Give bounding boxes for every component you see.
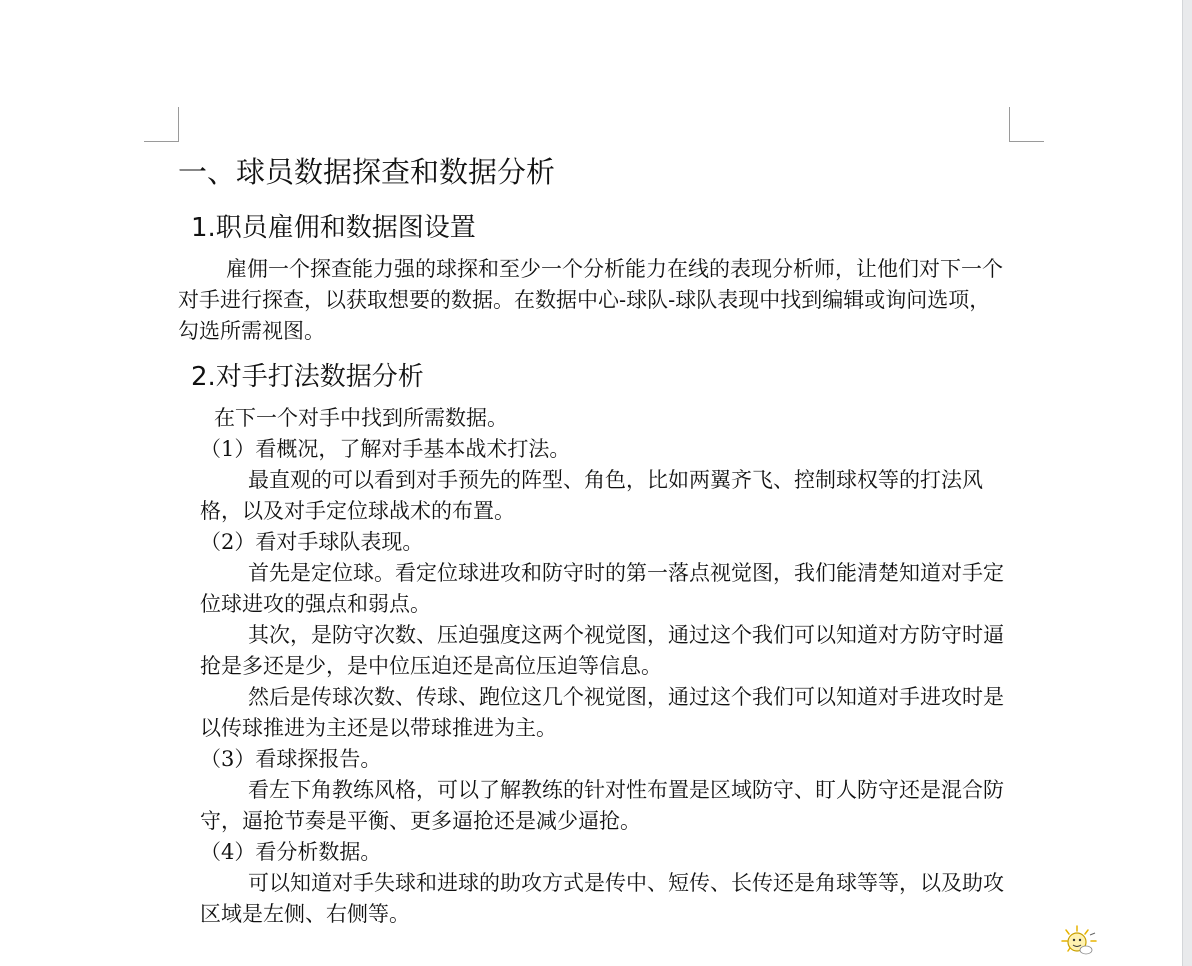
page-margin-mark-top-right xyxy=(1009,107,1044,142)
document-page[interactable] xyxy=(178,150,1010,930)
item-3-paragraph[interactable]: 看左下角教练风格，可以了解教练的针对性布置是区域防守、盯人防守还是混合防守，逼抢节奏是平衡、更多逼抢还是减少逼抢。 xyxy=(200,778,1004,833)
item-1-heading[interactable]: （1）看概况，了解对手基本战术打法。 xyxy=(200,437,571,461)
section-1-paragraph[interactable]: 雇佣一个探查能力强的球探和至少一个分析能力在线的表现分析师，让他们对下一个对手进行探查，以获取想要的数据。在数据中心-球队-球队表现中找到编辑或询问选项，勾选所需视图。 xyxy=(178,257,1003,343)
sun-mascot-icon xyxy=(1060,924,1100,958)
page-margin-mark-top-left xyxy=(144,107,179,142)
document-heading-1[interactable]: 一、球员数据探查和数据分析 xyxy=(178,155,556,189)
item-3-heading[interactable]: （3）看球探报告。 xyxy=(200,747,382,771)
item-2-heading[interactable]: （2）看对手球队表现。 xyxy=(200,530,424,554)
window-right-edge xyxy=(1182,0,1192,966)
section-1-heading[interactable]: 1.职员雇佣和数据图设置 xyxy=(191,213,476,243)
item-2-paragraph-2[interactable]: 其次，是防守次数、压迫强度这两个视觉图，通过这个我们可以知道对方防守时逼抢是多还是少，是中位压迫还是高位压迫等信息。 xyxy=(200,623,1004,678)
item-4-heading[interactable]: （4）看分析数据。 xyxy=(200,840,382,864)
item-2-paragraph-3[interactable]: 然后是传球次数、传球、跑位这几个视觉图，通过这个我们可以知道对手进攻时是以传球推进为主还是以带球推进为主。 xyxy=(200,685,1004,740)
section-2-heading[interactable]: 2.对手打法数据分析 xyxy=(191,362,424,392)
item-4-paragraph[interactable]: 可以知道对手失球和进球的助攻方式是传中、短传、长传还是角球等等，以及助攻区域是左侧、右侧等。 xyxy=(200,871,1004,926)
item-1-paragraph[interactable]: 最直观的可以看到对手预先的阵型、角色，比如两翼齐飞、控制球权等的打法风格，以及对手定位球战术的布置。 xyxy=(200,468,983,523)
section-2-body xyxy=(200,403,1010,930)
item-2-paragraph-1[interactable]: 首先是定位球。看定位球进攻和防守时的第一落点视觉图，我们能清楚知道对手定位球进攻的强点和弱点。 xyxy=(200,561,1004,616)
section-2-lead[interactable]: 在下一个对手中找到所需数据。 xyxy=(214,406,508,430)
wps-assistant-icon[interactable] xyxy=(1060,924,1100,958)
